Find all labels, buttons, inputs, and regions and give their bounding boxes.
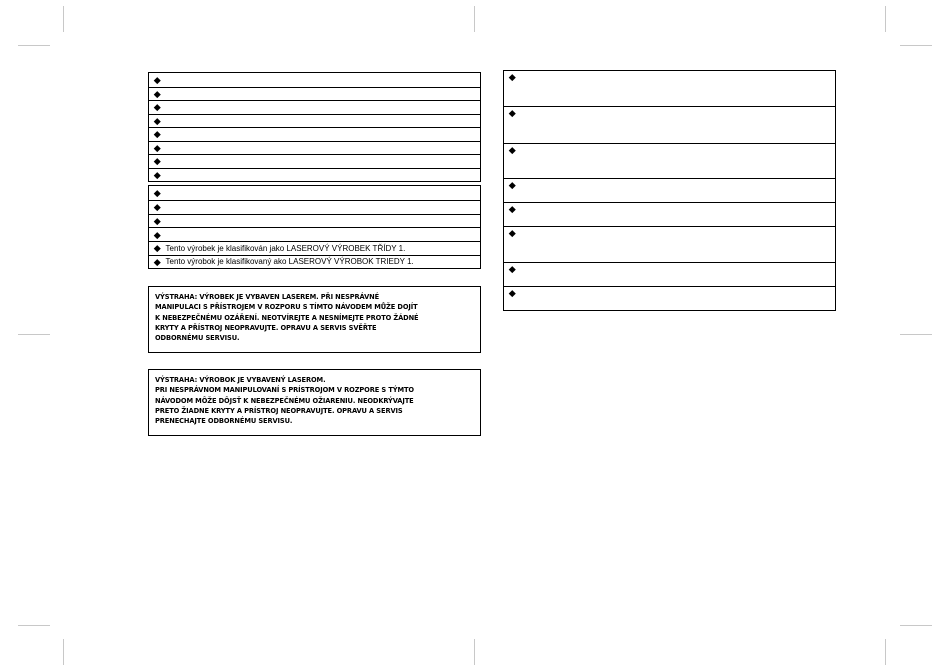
crop-mark [18,334,50,335]
crop-mark [474,6,475,32]
diamond-bullet-icon [154,104,160,110]
crop-mark [18,45,50,46]
crop-mark [63,6,64,32]
list-item [149,214,480,228]
laser-class-cz-text: Tento výrobek je klasifikován jako LASEROVÝ VÝROBEK TŘÍDY 1. [165,243,406,253]
diamond-bullet-icon [154,190,160,196]
diamond-bullet-icon [154,245,160,251]
list-item [504,286,835,310]
diamond-bullet-icon [509,266,515,272]
diamond-bullet-icon [154,172,160,178]
diamond-bullet-icon [509,74,515,80]
diamond-bullet-icon [154,145,160,151]
diamond-bullet-icon [154,118,160,124]
list-item [504,226,835,262]
diamond-bullet-icon [509,182,515,188]
list-item [149,241,480,255]
list-item [149,168,480,182]
list-item [149,154,480,168]
list-item [504,262,835,286]
list-item [504,178,835,202]
crop-mark [18,625,50,626]
list-item [504,71,835,106]
diamond-bullet-icon [154,131,160,137]
diamond-bullet-icon [509,290,515,296]
crop-mark [885,639,886,665]
list-item [149,255,480,269]
list-item [504,106,835,143]
list-item [149,73,480,87]
laser-warning-sk: VÝSTRAHA: VÝROBOK JE VYBAVENÝ LASEROM. PRI NESPRÁVNOM MANIPULOVANÍ S PRÍSTROJOM V ROZPORE S TÝMTO NÁVODOM MÔŽE DÔJSŤ K NEBEZPEČNÉMU OŽIARENIU. NEODKRÝVAJTE PRETO ŽIADNE KRYTY A PRÍSTROJ NEOPRAVUJTE. OPRAVU A SERVIS PRENECHAJTE ODBORNÉMU SERVISU. [148,369,481,436]
diamond-bullet-icon [509,230,515,236]
laser-warning-cz: VÝSTRAHA: VÝROBEK JE VYBAVEN LASEREM. PŘI NESPRÁVNÉ MANIPULACI S PŘÍSTROJEM V ROZPORU S TÍMTO NÁVODEM MŮŽE DOJÍT K NEBEZPEČNÉMU OZÁŘENÍ. NEOTVÍREJTE A NESNÍMEJTE PROTO ŽÁDNÉ KRYTY A PŘÍSTROJ NEOPRAVUJTE. OPRAVU A SERVIS SVĚŘTE ODBORNÉMU SERVISU. [148,286,481,353]
laser-class-sk-text: Tento výrobok je klasifikovaný ako LASEROVÝ VÝROBOK TRIEDY 1. [165,257,414,267]
diamond-bullet-icon [154,91,160,97]
right-bullet-table [503,70,836,311]
list-item [149,141,480,155]
diamond-bullet-icon [509,147,515,153]
list-item [149,186,480,200]
diamond-bullet-icon [154,232,160,238]
crop-mark [900,45,932,46]
diamond-bullet-icon [154,77,160,83]
list-item [149,100,480,114]
left-bullet-table-a [148,72,481,182]
list-item [149,127,480,141]
left-bullet-table-b [148,185,481,269]
diamond-bullet-icon [154,158,160,164]
list-item [149,87,480,101]
diamond-bullet-icon [154,259,160,265]
crop-mark [63,639,64,665]
list-item [504,143,835,178]
crop-mark [900,334,932,335]
list-item [149,200,480,214]
diamond-bullet-icon [154,204,160,210]
crop-mark [474,639,475,665]
crop-mark [900,625,932,626]
list-item [504,202,835,226]
diamond-bullet-icon [154,218,160,224]
diamond-bullet-icon [509,206,515,212]
crop-mark [885,6,886,32]
list-item [149,114,480,128]
list-item [149,227,480,241]
diamond-bullet-icon [509,110,515,116]
